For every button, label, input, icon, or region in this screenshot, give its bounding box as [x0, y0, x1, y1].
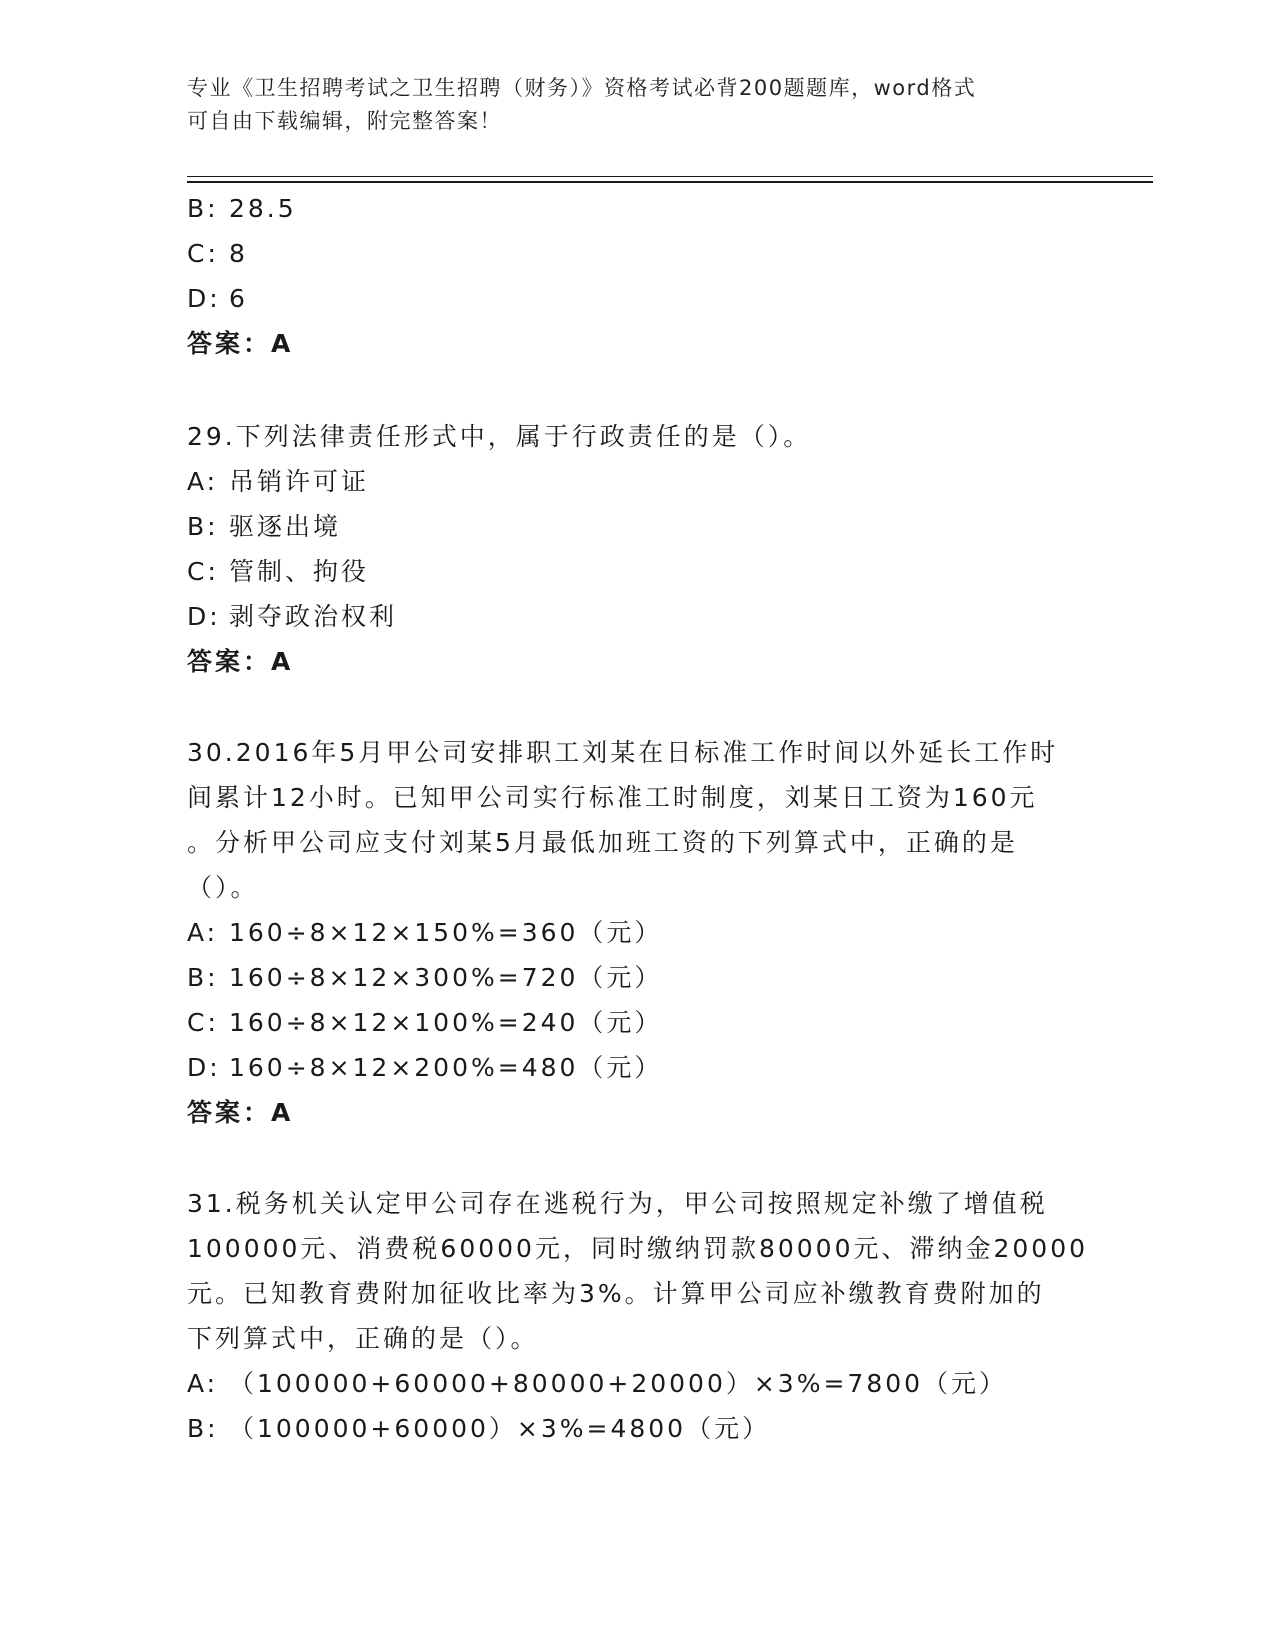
question-stem-line: 31.税务机关认定甲公司存在逃税行为，甲公司按照规定补缴了增值税 — [187, 1189, 1048, 1218]
option-label: B: — [187, 1414, 219, 1443]
question-28 — [187, 186, 1087, 366]
question-list — [187, 186, 1087, 1451]
question-stem-line: 30.2016年5月甲公司安排职工刘某在日标准工作时间以外延长工作时 — [187, 738, 1059, 767]
option-text: 28.5 — [229, 194, 297, 223]
option-label: D: — [187, 1053, 221, 1082]
question-31 — [187, 1181, 1087, 1451]
option-a — [187, 459, 1087, 504]
option-text: 驱逐出境 — [229, 512, 342, 541]
option-b — [187, 186, 1087, 231]
question-stem-line: 。分析甲公司应支付刘某5月最低加班工资的下列算式中，正确的是 — [187, 828, 1018, 857]
question-29 — [187, 414, 1087, 684]
option-label: A: — [187, 467, 219, 496]
option-b — [187, 955, 1087, 1000]
option-text: （100000+60000）×3%=4800（元） — [229, 1414, 771, 1443]
option-c — [187, 231, 1087, 276]
option-text: 160÷8×12×100%=240（元） — [229, 1008, 663, 1037]
question-stem-line: 下列算式中，正确的是（）。 — [187, 1324, 539, 1353]
option-text: 剥夺政治权利 — [229, 602, 398, 631]
page-header — [187, 72, 1087, 138]
spacer — [187, 366, 1087, 414]
option-text: 6 — [229, 284, 248, 313]
option-label: B: — [187, 194, 219, 223]
question-stem: 29.下列法律责任形式中，属于行政责任的是（）。 — [187, 422, 812, 451]
question-stem-line: 100000元、消费税60000元，同时缴纳罚款80000元、滞纳金20000 — [187, 1234, 1089, 1263]
header-title-line-1: 专业《卫生招聘考试之卫生招聘（财务）》资格考试必背200题题库，word格式 — [187, 76, 977, 100]
option-c — [187, 1000, 1087, 1045]
option-text: 8 — [229, 239, 248, 268]
question-stem-line: 元。已知教育费附加征收比率为3%。计算甲公司应补缴教育费附加的 — [187, 1279, 1045, 1308]
question-stem-line: （）。 — [187, 873, 259, 902]
question-stem-line: 间累计12小时。已知甲公司实行标准工时制度，刘某日工资为160元 — [187, 783, 1038, 812]
option-a — [187, 910, 1087, 955]
answer-line: 答案：A — [187, 329, 294, 358]
option-label: B: — [187, 512, 219, 541]
option-label: D: — [187, 602, 221, 631]
option-label: C: — [187, 1008, 219, 1037]
spacer — [187, 684, 1087, 730]
option-label: D: — [187, 284, 221, 313]
option-b — [187, 1406, 1087, 1451]
option-text: 160÷8×12×300%=720（元） — [229, 963, 663, 992]
option-text: 160÷8×12×150%=360（元） — [229, 918, 663, 947]
question-30 — [187, 730, 1087, 1135]
option-text: 160÷8×12×200%=480（元） — [229, 1053, 663, 1082]
spacer — [187, 1135, 1087, 1181]
option-label: C: — [187, 557, 219, 586]
header-divider-thick — [187, 181, 1153, 183]
option-b — [187, 504, 1087, 549]
option-label: A: — [187, 918, 219, 947]
option-d — [187, 276, 1087, 321]
option-label: B: — [187, 963, 219, 992]
option-label: A: — [187, 1369, 219, 1398]
option-a — [187, 1361, 1087, 1406]
option-c — [187, 549, 1087, 594]
answer-line: 答案：A — [187, 1098, 294, 1127]
header-divider-thin — [187, 176, 1153, 177]
header-title-line-2: 可自由下载编辑，附完整答案！ — [187, 109, 502, 133]
answer-line: 答案：A — [187, 647, 294, 676]
option-d — [187, 594, 1087, 639]
option-text: 吊销许可证 — [229, 467, 370, 496]
option-text: （100000+60000+80000+20000）×3%=7800（元） — [229, 1369, 1008, 1398]
option-d — [187, 1045, 1087, 1090]
option-label: C: — [187, 239, 219, 268]
option-text: 管制、拘役 — [229, 557, 370, 586]
